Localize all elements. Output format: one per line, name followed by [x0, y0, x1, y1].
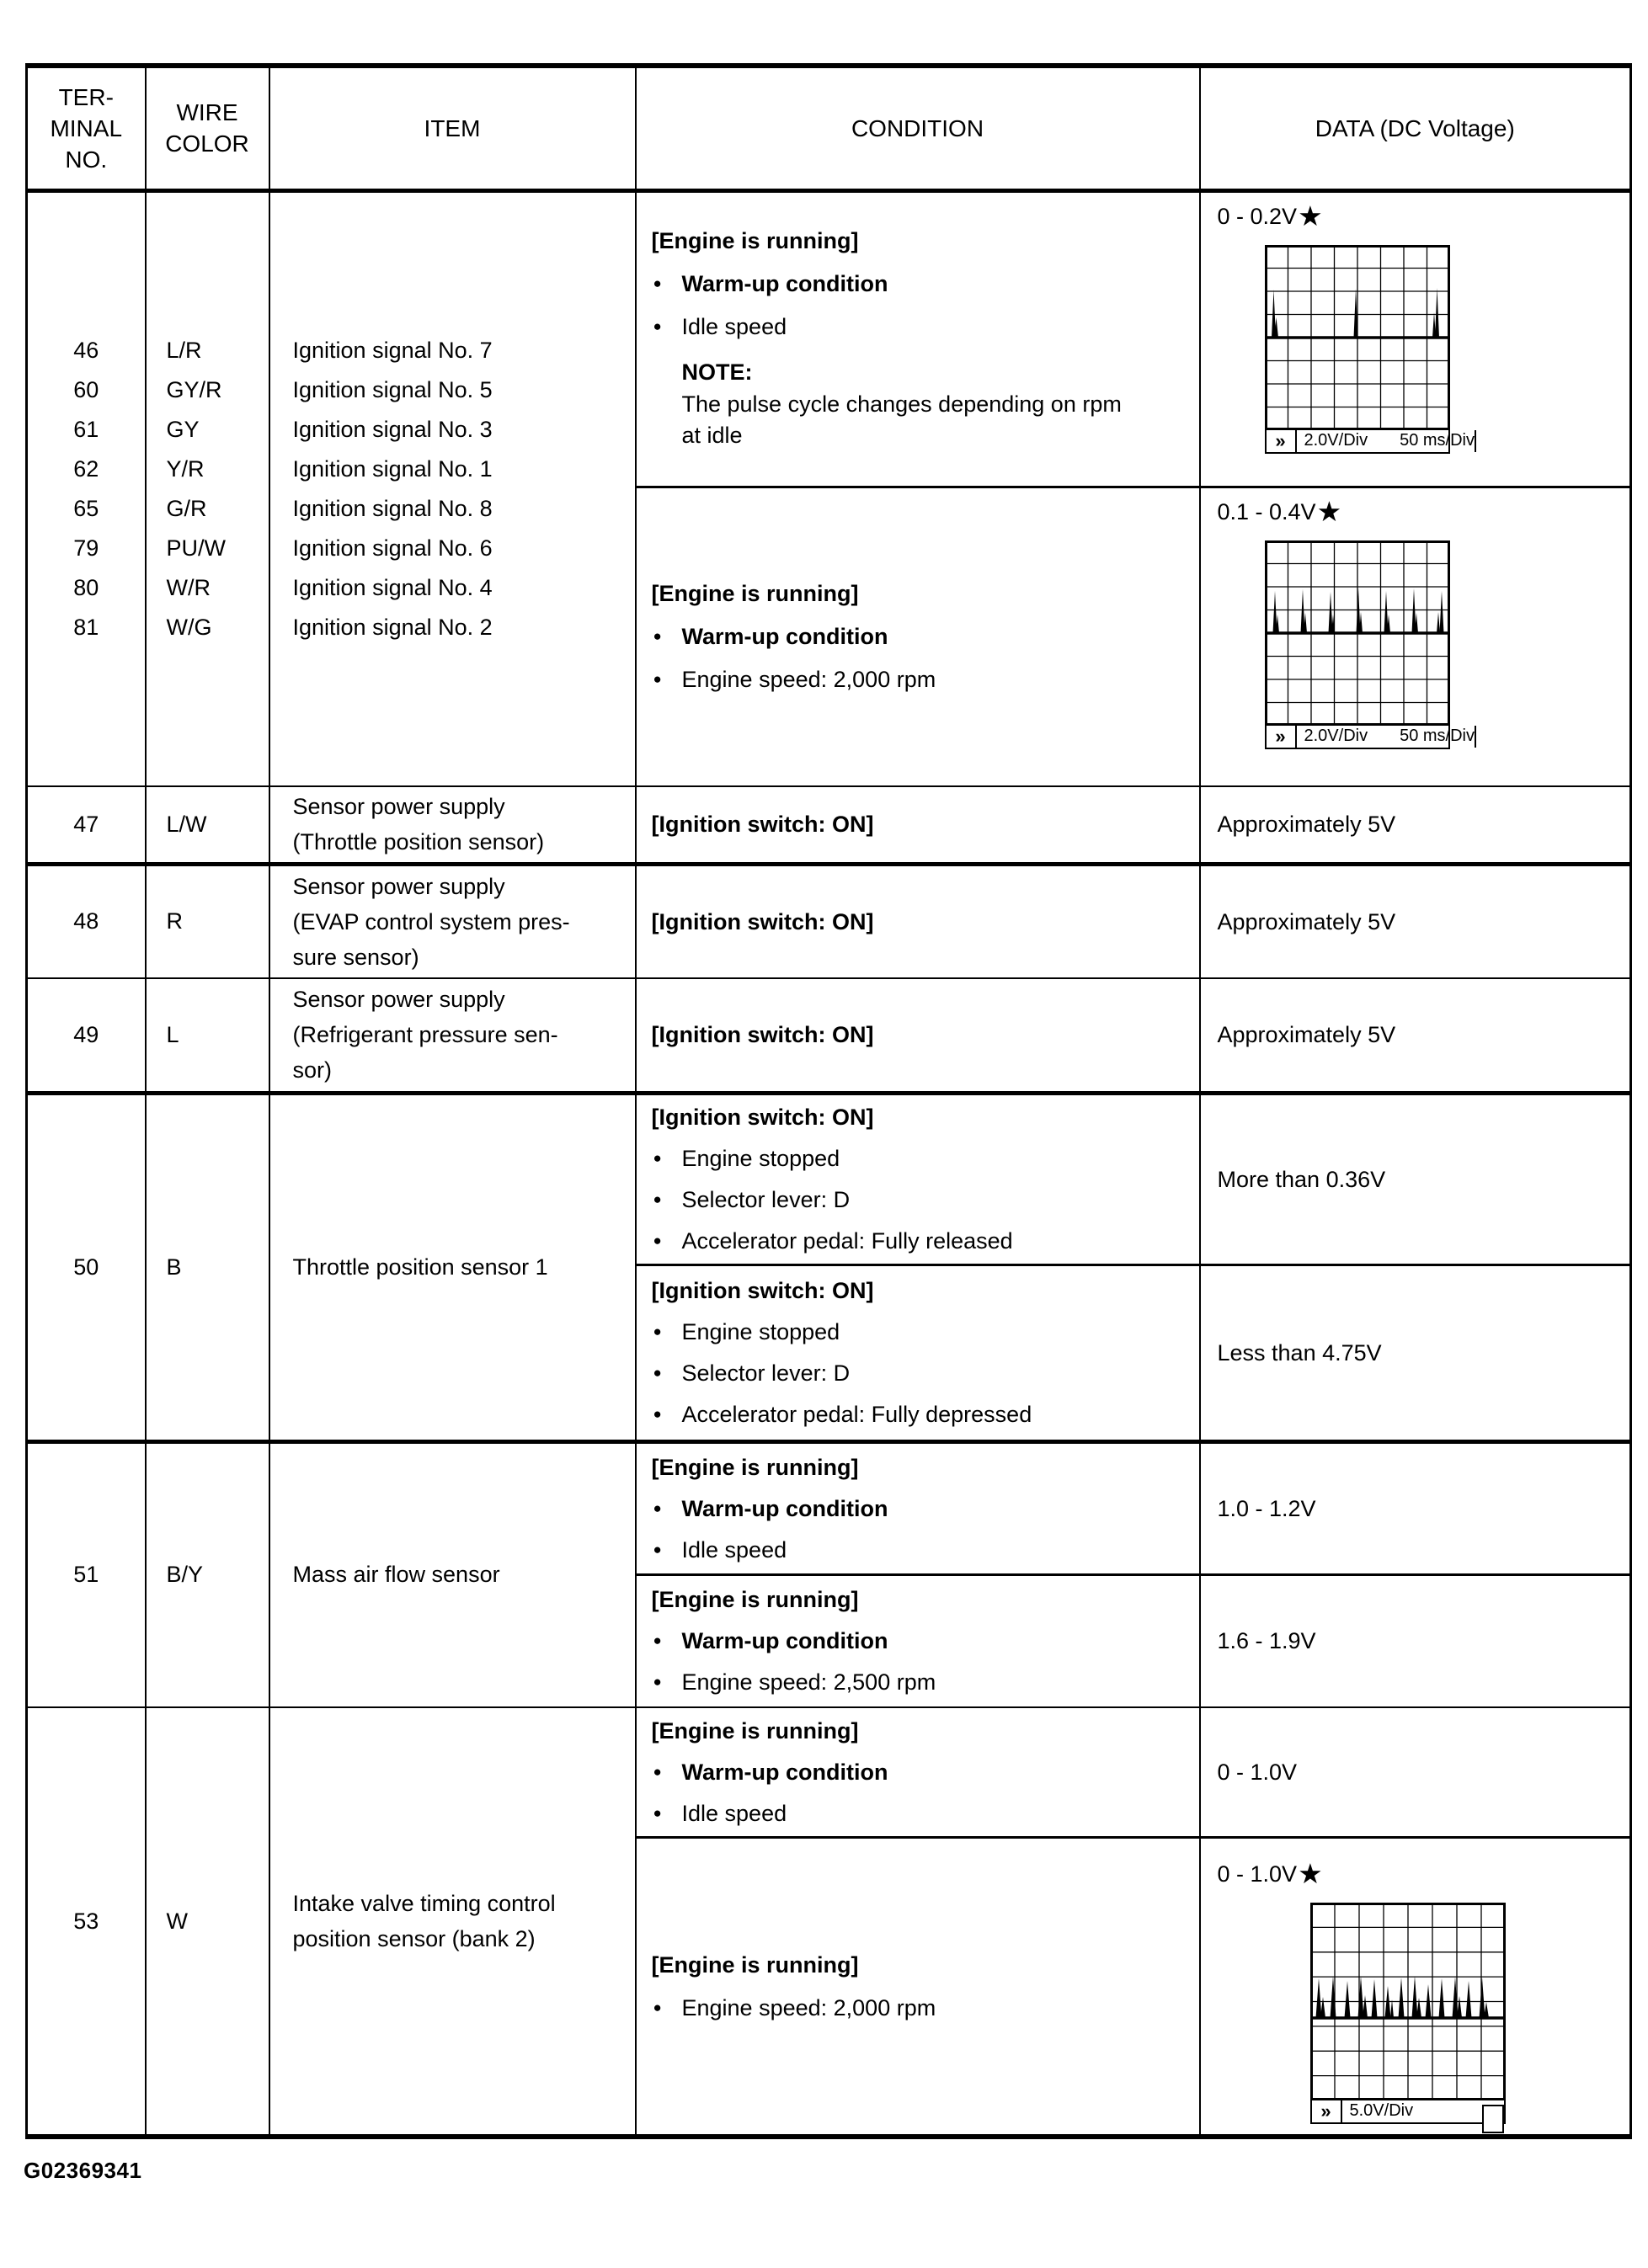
- item-line: Ignition signal No. 5: [292, 376, 493, 402]
- wire-color: GY: [166, 416, 200, 442]
- condition-note: [652, 355, 1199, 451]
- condition-cell: [636, 1264, 1200, 1441]
- star-icon: ★: [1298, 1857, 1323, 1889]
- item-line: Sensor power supply: [292, 794, 505, 820]
- wire-color-cell: [146, 1093, 269, 1441]
- wire-color: GY/R: [166, 376, 222, 402]
- note-line: at idle: [681, 423, 743, 448]
- wire-color: W/G: [166, 614, 212, 640]
- item-cell: [269, 190, 636, 786]
- terminal-voltage-table: [25, 63, 1632, 2139]
- wire-color: R: [166, 908, 183, 934]
- scope-grid: [1310, 1903, 1506, 2100]
- terminal-no-cell: [27, 1441, 146, 1707]
- item-cell: [269, 1707, 636, 2137]
- item-line: (EVAP control system pres-: [292, 908, 570, 934]
- terminal-number: 62: [73, 455, 99, 482]
- condition-header: [Engine is running]: [651, 1454, 859, 1480]
- item-cell: [269, 1093, 636, 1441]
- wire-color: L: [166, 1021, 179, 1047]
- header-terminal-line: NO.: [65, 146, 108, 173]
- data-cell: [1200, 1707, 1631, 1837]
- header-condition: CONDITION: [636, 66, 1200, 190]
- data-cell: [1200, 1574, 1631, 1707]
- condition-cell: [636, 1837, 1200, 2137]
- volts-per-div-label: 2.0V/Div: [1304, 727, 1368, 745]
- item-line: Ignition signal No. 6: [292, 535, 493, 561]
- star-icon: ★: [1316, 495, 1342, 527]
- bullet-icon: ●: [653, 628, 662, 645]
- terminal-number: 65: [73, 495, 99, 521]
- item-line: Intake valve timing control: [292, 1891, 556, 1916]
- terminal-no-cell: [27, 786, 146, 864]
- wire-color-cell: [146, 978, 269, 1093]
- data-cell: [1200, 1264, 1631, 1441]
- condition-bullet: ● Idle speed: [653, 1536, 787, 1563]
- bullet-icon: ●: [653, 1499, 662, 1516]
- item-cell: [269, 978, 636, 1093]
- scope-footer: [1265, 725, 1475, 749]
- item-line: sure sensor): [292, 944, 419, 970]
- item-line: Sensor power supply: [292, 873, 505, 899]
- condition-bullet: ● Warm-up condition: [653, 1628, 888, 1654]
- data-value: Approximately 5V: [1217, 1022, 1396, 1048]
- time-per-div-label: 50 ms/Div: [1400, 727, 1475, 745]
- condition-bullet: ● Engine stopped: [653, 1319, 840, 1344]
- item-line: Ignition signal No. 1: [292, 455, 493, 482]
- terminal-number: 47: [73, 811, 99, 837]
- chevron-icon: »: [1267, 726, 1297, 748]
- item-line: (Refrigerant pressure sen-: [292, 1022, 558, 1048]
- data-value: 0.1 - 0.4V★: [1217, 495, 1342, 527]
- bullet-icon: ●: [653, 1150, 662, 1166]
- bullet-icon: ●: [653, 1804, 662, 1821]
- header-wire-line: COLOR: [165, 130, 249, 157]
- wire-color: B/Y: [166, 1562, 204, 1588]
- condition-cell: [636, 786, 1200, 864]
- header-terminal-line: MINAL: [50, 114, 123, 141]
- data-value: 1.0 - 1.2V: [1217, 1495, 1316, 1521]
- item-line: Mass air flow sensor: [292, 1562, 500, 1588]
- condition-header: [Ignition switch: ON]: [651, 908, 874, 934]
- wire-color-cell: [146, 1707, 269, 2137]
- condition-cell: [636, 864, 1200, 978]
- item-line: Ignition signal No. 2: [292, 614, 493, 640]
- volts-per-div-label: 2.0V/Div: [1304, 431, 1368, 450]
- scope-corner-box: [1482, 2105, 1504, 2133]
- bullet-icon: ●: [653, 1323, 662, 1339]
- condition-bullet: ● Idle speed: [653, 1800, 787, 1826]
- bullet-icon: ●: [653, 1406, 662, 1422]
- wire-color-cell: [146, 190, 269, 786]
- data-value: Less than 4.75V: [1217, 1339, 1382, 1366]
- item-line: Ignition signal No. 8: [292, 495, 493, 521]
- wire-color: PU/W: [166, 535, 226, 561]
- bullet-icon: ●: [653, 318, 662, 334]
- wire-color-cell: [146, 864, 269, 978]
- terminal-number: 60: [73, 376, 99, 402]
- bullet-icon: ●: [653, 1191, 662, 1207]
- terminal-no-cell: [27, 190, 146, 786]
- condition-cell: [636, 487, 1200, 786]
- bullet-icon: ●: [653, 275, 662, 291]
- wire-color: L/W: [166, 811, 207, 837]
- scope-corner-box: [1475, 726, 1496, 748]
- item-line: Ignition signal No. 3: [292, 416, 493, 442]
- terminal-number: 81: [73, 614, 99, 640]
- row-terminal-53-sub1: [27, 1707, 1631, 1837]
- wire-color: G/R: [166, 495, 207, 521]
- condition-cell: [636, 1441, 1200, 1574]
- terminal-number: 46: [73, 337, 99, 363]
- item-cell: [269, 1441, 636, 1707]
- data-value: More than 0.36V: [1217, 1166, 1386, 1192]
- condition-bullet: ● Engine speed: 2,500 rpm: [653, 1669, 936, 1696]
- scope-footer: [1265, 429, 1475, 454]
- terminal-no-cell: [27, 978, 146, 1093]
- data-cell: [1200, 190, 1631, 487]
- wire-color: B: [166, 1254, 182, 1280]
- condition-header: [Engine is running]: [651, 1717, 859, 1744]
- star-icon: ★: [1298, 200, 1323, 232]
- condition-header: [Engine is running]: [651, 1587, 859, 1613]
- note-line: The pulse cycle changes depending on rpm: [681, 391, 1122, 417]
- condition-bullet: ● Engine speed: 2,000 rpm: [653, 667, 936, 693]
- bullet-icon: ●: [653, 1632, 662, 1649]
- figure-code: G02369341: [24, 2158, 142, 2183]
- item-line: sor): [292, 1057, 332, 1083]
- bullet-icon: ●: [653, 1365, 662, 1381]
- data-value: Approximately 5V: [1217, 908, 1396, 934]
- condition-cell: [636, 978, 1200, 1093]
- condition-bullet: ● Idle speed: [653, 314, 787, 339]
- header-wire-line: WIRE: [176, 99, 238, 126]
- condition-cell: [636, 1574, 1200, 1707]
- condition-bullet: ● Warm-up condition: [653, 1495, 888, 1521]
- condition-header: [Engine is running]: [651, 581, 859, 607]
- data-value: 0 - 0.2V★: [1217, 200, 1323, 232]
- data-cell: [1200, 978, 1631, 1093]
- condition-header: [Ignition switch: ON]: [651, 812, 874, 838]
- note-label: NOTE:: [681, 359, 753, 385]
- table-header-row: [27, 66, 1631, 190]
- data-value: Approximately 5V: [1217, 812, 1396, 838]
- row-terminal-50-sub1: [27, 1093, 1631, 1264]
- item-line: position sensor (bank 2): [292, 1926, 536, 1951]
- wire-color: W: [166, 1908, 188, 1934]
- volts-per-div-label: 5.0V/Div: [1349, 2101, 1414, 2120]
- terminal-number: 79: [73, 535, 99, 561]
- condition-cell: [636, 1093, 1200, 1264]
- data-cell: [1200, 1093, 1631, 1264]
- data-value: 0 - 1.0V★: [1217, 1857, 1323, 1889]
- terminal-number: 53: [73, 1908, 99, 1934]
- condition-header: [Engine is running]: [651, 228, 859, 253]
- item-line: Ignition signal No. 4: [292, 574, 493, 600]
- terminal-number: 51: [73, 1562, 99, 1588]
- condition-bullet: ● Accelerator pedal: Fully released: [653, 1228, 1013, 1254]
- scope-grid: [1265, 245, 1450, 430]
- data-cell: [1200, 864, 1631, 978]
- data-cell: [1200, 1441, 1631, 1574]
- oscilloscope-screen: [1265, 245, 1475, 454]
- row-ignition-signals-sub1: [27, 190, 1631, 487]
- terminal-number: 61: [73, 416, 99, 442]
- wire-color-cell: [146, 1441, 269, 1707]
- bullet-icon: ●: [653, 1999, 662, 2015]
- item-line: (Throttle position sensor): [292, 829, 545, 855]
- item-line: Throttle position sensor 1: [292, 1254, 548, 1280]
- data-cell: [1200, 786, 1631, 864]
- header-data: DATA (DC Voltage): [1200, 66, 1631, 190]
- scope-footer: [1310, 2100, 1506, 2124]
- condition-header: [Ignition switch: ON]: [651, 1278, 874, 1303]
- row-terminal-47: [27, 786, 1631, 864]
- wire-color: W/R: [166, 574, 211, 600]
- row-terminal-48: [27, 864, 1631, 978]
- condition-cell: [636, 190, 1200, 487]
- chevron-icon: »: [1267, 430, 1297, 452]
- chevron-icon: »: [1312, 2100, 1342, 2122]
- condition-bullet: ● Warm-up condition: [653, 271, 888, 296]
- condition-bullet: ● Engine speed: 2,000 rpm: [653, 1994, 936, 2020]
- wire-color: L/R: [166, 337, 202, 363]
- scope-grid: [1265, 540, 1450, 726]
- wire-color-cell: [146, 786, 269, 864]
- condition-bullet: ● Engine stopped: [653, 1146, 840, 1171]
- data-value: 0 - 1.0V: [1217, 1759, 1298, 1785]
- item-line: Sensor power supply: [292, 987, 505, 1013]
- terminal-no-cell: [27, 864, 146, 978]
- condition-bullet: ● Warm-up condition: [653, 1759, 888, 1785]
- time-per-div-label: 50 ms/Div: [1400, 431, 1475, 450]
- terminal-no-cell: [27, 1093, 146, 1441]
- condition-bullet: ● Selector lever: D: [653, 1187, 851, 1212]
- data-cell: [1200, 487, 1631, 786]
- terminal-number: 50: [73, 1254, 99, 1280]
- terminal-number: 48: [73, 908, 99, 934]
- header-terminal-no: [27, 66, 146, 190]
- condition-cell: [636, 1707, 1200, 1837]
- item-cell: [269, 786, 636, 864]
- item-line: Ignition signal No. 7: [292, 337, 493, 363]
- condition-bullet: ● Accelerator pedal: Fully depressed: [653, 1402, 1032, 1427]
- terminal-no-cell: [27, 1707, 146, 2137]
- item-cell: [269, 864, 636, 978]
- condition-header: [Ignition switch: ON]: [651, 1105, 874, 1130]
- bullet-icon: ●: [653, 1674, 662, 1690]
- bullet-icon: ●: [653, 671, 662, 688]
- condition-header: [Ignition switch: ON]: [651, 1022, 874, 1048]
- condition-bullet: ● Warm-up condition: [653, 624, 888, 650]
- oscilloscope-screen: [1310, 1903, 1506, 2124]
- scope-corner-box: [1475, 430, 1496, 452]
- bullet-icon: ●: [653, 1232, 662, 1248]
- condition-bullet: ● Selector lever: D: [653, 1360, 851, 1386]
- header-item: ITEM: [269, 66, 636, 190]
- data-cell: [1200, 1837, 1631, 2137]
- data-value: 1.6 - 1.9V: [1217, 1628, 1316, 1654]
- condition-header: [Engine is running]: [651, 1951, 859, 1978]
- header-wire-color: [146, 66, 269, 190]
- row-terminal-51-sub1: [27, 1441, 1631, 1574]
- bullet-icon: ●: [653, 1763, 662, 1780]
- row-terminal-49: [27, 978, 1631, 1093]
- terminal-number: 49: [73, 1021, 99, 1047]
- oscilloscope-screen: [1265, 540, 1475, 749]
- terminal-number: 80: [73, 574, 99, 600]
- wire-color: Y/R: [166, 455, 205, 482]
- bullet-icon: ●: [653, 1541, 662, 1557]
- header-terminal-line: TER-: [58, 83, 114, 110]
